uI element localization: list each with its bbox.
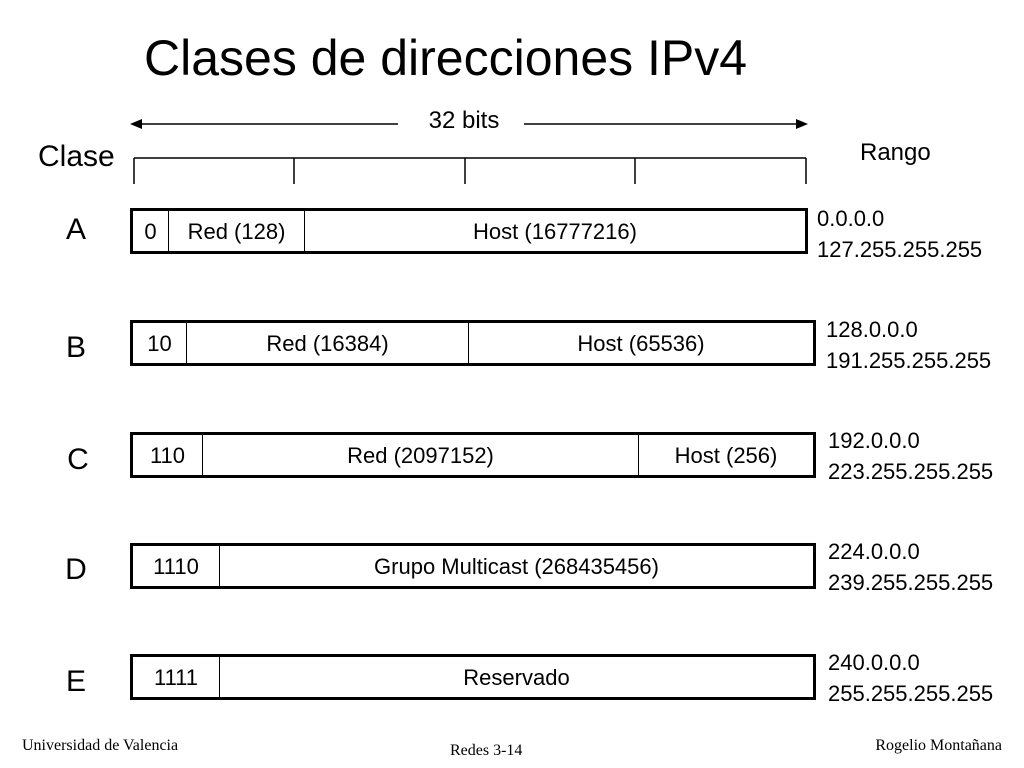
address-format-b: [130, 320, 816, 366]
host-field-b: Host (65536): [468, 323, 813, 363]
bit-scale: [0, 0, 1024, 200]
class-letter-e: E: [65, 665, 86, 698]
host-field-c: Host (256): [638, 435, 813, 475]
address-format-d: [130, 543, 816, 589]
network-field-b: Red (16384): [186, 323, 468, 363]
slide-title: Clases de direcciones IPv4: [144, 30, 748, 86]
clase-header: Clase: [38, 140, 115, 173]
bits-label: 32 bits: [428, 107, 500, 134]
reserved-field-e: Reservado: [219, 657, 813, 697]
class-letter-b: B: [65, 331, 86, 364]
range-end-c: 223.255.255.255: [828, 459, 994, 484]
range-d: [828, 536, 993, 598]
range-start-b: 128.0.0.0: [826, 317, 918, 342]
rango-header: Rango: [860, 139, 931, 166]
host-field-a: Host (16777216): [304, 211, 805, 251]
range-c: [828, 425, 993, 487]
address-format-a: [130, 208, 808, 254]
prefix-field-d: 1110: [153, 554, 199, 579]
range-e: [828, 647, 993, 709]
prefix-field-e: 1111: [153, 665, 199, 690]
range-end-d: 239.255.255.255: [828, 570, 994, 595]
range-end-e: 255.255.255.255: [828, 681, 994, 706]
octet-ruler: [134, 158, 806, 184]
range-start-d: 224.0.0.0: [828, 539, 920, 564]
range-end-a: 127.255.255.255: [817, 237, 983, 262]
footer-slide-number: Redes 3-14: [450, 742, 523, 759]
prefix-field-a: 0: [144, 219, 157, 244]
network-field-c: Red (2097152): [202, 435, 638, 475]
network-field-a: Red (128): [168, 211, 304, 251]
range-b: [826, 314, 991, 376]
range-end-b: 191.255.255.255: [826, 348, 992, 373]
class-letter-a: A: [65, 213, 86, 246]
class-letter-c: C: [67, 443, 89, 476]
range-start-a: 0.0.0.0: [817, 206, 885, 231]
range-start-c: 192.0.0.0: [828, 428, 920, 453]
footer-author: Rogelio Montañana: [875, 737, 1002, 754]
multicast-field-d: Grupo Multicast (268435456): [219, 546, 813, 586]
address-format-c: [130, 432, 816, 478]
class-letter-d: D: [65, 553, 87, 586]
prefix-field-b: 10: [147, 331, 172, 356]
address-format-e: [130, 654, 816, 700]
range-a: [817, 203, 982, 265]
footer-university: Universidad de Valencia: [22, 737, 179, 754]
prefix-field-c: 110: [149, 443, 186, 468]
range-start-e: 240.0.0.0: [828, 650, 920, 675]
